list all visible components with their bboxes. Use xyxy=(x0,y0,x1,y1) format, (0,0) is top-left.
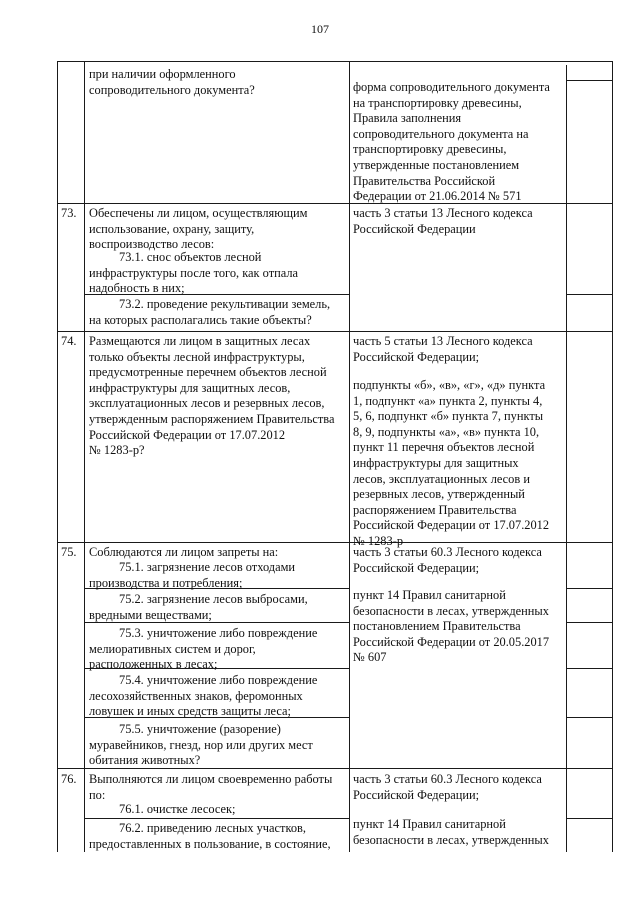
subitem-text: муравейников, гнезд, нор или других мест xyxy=(89,737,313,752)
requirement-text: часть 5 статьи 13 Лесного кодекса xyxy=(353,334,533,348)
question-text: Выполняются ли лицом своевременно работы xyxy=(89,772,333,786)
requirement-text: Федерации от 21.06.2014 № 571 xyxy=(353,189,522,204)
requirement-text: 8, 9, подпункты «а», «в» пункта 10, xyxy=(353,424,540,439)
row-border xyxy=(566,818,613,819)
requirement-text: лесов, эксплуатационных лесов и xyxy=(353,471,530,486)
subitem-text: 75.2. загрязнение лесов выбросами, xyxy=(119,592,308,606)
requirement-text: Правила заполнения xyxy=(353,111,462,126)
row-number: 76. xyxy=(61,772,77,786)
subitem-text: ловушек и иных средств защиты леса; xyxy=(89,704,291,719)
requirement-text: № 607 xyxy=(353,650,387,665)
subitem-text: 75.3. уничтожение либо повреждение xyxy=(119,626,318,640)
requirement-text: Российской Федерации; xyxy=(353,787,480,802)
requirement-text: безопасности в лесах, утвержденных xyxy=(353,603,549,618)
requirement-text: Российской Федерации от 17.07.2012 xyxy=(353,518,550,533)
requirement-text: инфраструктуры для защитных xyxy=(353,456,519,470)
requirement-text: форма сопроводительного документа xyxy=(353,80,550,94)
requirement-text: № 1283-р xyxy=(353,534,404,548)
requirement-text: подпункты «б», «в», «г», «д» пункта xyxy=(353,378,546,392)
requirement-text: 1, подпункт «а» пункта 2, пункты 4, xyxy=(353,393,543,408)
requirement-text: Правительства Российской xyxy=(353,173,496,188)
row-border xyxy=(566,294,613,295)
column-border xyxy=(57,61,58,852)
requirement-text: пункт 14 Правил санитарной xyxy=(353,817,506,831)
requirement-text: Российской Федерации; xyxy=(353,560,480,575)
requirement-text: пункт 11 перечня объектов лесной xyxy=(353,440,535,455)
subitem-text: 73.1. снос объектов лесной xyxy=(119,250,262,264)
requirement-text: транспортировку древесины, xyxy=(353,142,507,157)
column-border xyxy=(612,61,613,852)
requirement-text: часть 3 статьи 13 Лесного кодекса xyxy=(353,206,533,220)
subitem-text: надобность в них; xyxy=(89,281,185,296)
question-text: только объекты лесной инфраструктуры, xyxy=(89,349,305,364)
question-text: Обеспечены ли лицом, осуществляющим xyxy=(89,206,308,220)
row-border xyxy=(57,542,613,543)
requirement-text: часть 3 статьи 60.3 Лесного кодекса xyxy=(353,772,542,786)
question-text: утвержденным распоряжением Правительства xyxy=(89,412,335,426)
question-text: использование, охрану, защиту, xyxy=(89,221,255,236)
requirement-text: утвержденные постановлением xyxy=(353,158,520,172)
requirement-text: Российской Федерации; xyxy=(353,349,480,364)
page-number: 107 xyxy=(311,22,329,36)
question-text: по: xyxy=(89,787,106,802)
row-border xyxy=(57,61,613,62)
requirement-text: Российской Федерации от 20.05.2017 xyxy=(353,634,550,649)
subitem-text: обитания животных? xyxy=(89,753,201,768)
subitem-text: расположенных в лесах; xyxy=(89,657,218,672)
row-border xyxy=(566,588,613,589)
requirement-text: на транспортировку древесины, xyxy=(353,95,522,110)
row-border xyxy=(566,717,613,718)
requirement-text: постановлением Правительства xyxy=(353,619,521,634)
subitem-text: 76.2. приведению лесных участков, xyxy=(119,821,306,835)
row-border xyxy=(57,203,613,204)
row-border xyxy=(566,668,613,669)
question-text: предусмотренные перечнем объектов лесной xyxy=(89,365,327,380)
subitem-text: 76.1. очистке лесосек; xyxy=(119,802,236,816)
subitem-text: производства и потребления; xyxy=(89,575,243,590)
row-number: 74. xyxy=(61,334,77,348)
requirement-text: резервных лесов, утвержденный xyxy=(353,487,525,502)
requirement-text: Российской Федерации xyxy=(353,221,476,236)
question-text: воспроизводство лесов: xyxy=(89,237,215,252)
question-text: при наличии оформленного xyxy=(89,67,236,81)
row-border xyxy=(57,331,613,332)
subitem-text: инфраструктуры после того, как отпала xyxy=(89,265,299,280)
question-text: № 1283-р? xyxy=(89,443,145,458)
row-border xyxy=(566,80,613,81)
subitem-text: 75.5. уничтожение (разорение) xyxy=(119,722,281,736)
column-border xyxy=(84,61,85,852)
subitem-text: 75.1. загрязнение лесов отходами xyxy=(119,560,296,574)
question-text: Российской Федерации от 17.07.2012 xyxy=(89,427,286,442)
subitem-text: вредными веществами; xyxy=(89,607,212,622)
question-text: эксплуатационных лесов и резервных лесов, xyxy=(89,396,325,411)
row-border xyxy=(84,818,350,819)
question-text: сопроводительного документа? xyxy=(89,82,255,97)
requirement-text: часть 3 статьи 60.3 Лесного кодекса xyxy=(353,545,542,559)
subitem-text: на которых располагались такие объекты? xyxy=(89,312,312,327)
column-border xyxy=(349,61,350,852)
row-border xyxy=(566,622,613,623)
column-border xyxy=(566,65,567,852)
subitem-text: предоставленных в пользование, в состояние, xyxy=(89,836,331,851)
subitem-text: 73.2. проведение рекультивации земель, xyxy=(119,297,331,311)
question-text: инфраструктуры для защитных лесов, xyxy=(89,380,291,395)
requirement-text: сопроводительного документа на xyxy=(353,126,529,141)
requirement-text: распоряжением Правительства xyxy=(353,502,517,517)
question-text: Соблюдаются ли лицом запреты на: xyxy=(89,545,279,559)
requirement-text: 5, 6, подпункт «б» пункта 7, пункты xyxy=(353,409,544,424)
requirement-text: безопасности в лесах, утвержденных xyxy=(353,832,549,847)
row-number: 75. xyxy=(61,545,77,559)
row-number: 73. xyxy=(61,206,77,220)
subitem-text: лесохозяйственных знаков, феромонных xyxy=(89,688,303,703)
question-text: Размещаются ли лицом в защитных лесах xyxy=(89,334,311,348)
subitem-text: 75.4. уничтожение либо повреждение xyxy=(119,673,318,687)
subitem-text: мелиоративных систем и дорог, xyxy=(89,641,256,656)
requirement-text: пункт 14 Правил санитарной xyxy=(353,588,506,602)
